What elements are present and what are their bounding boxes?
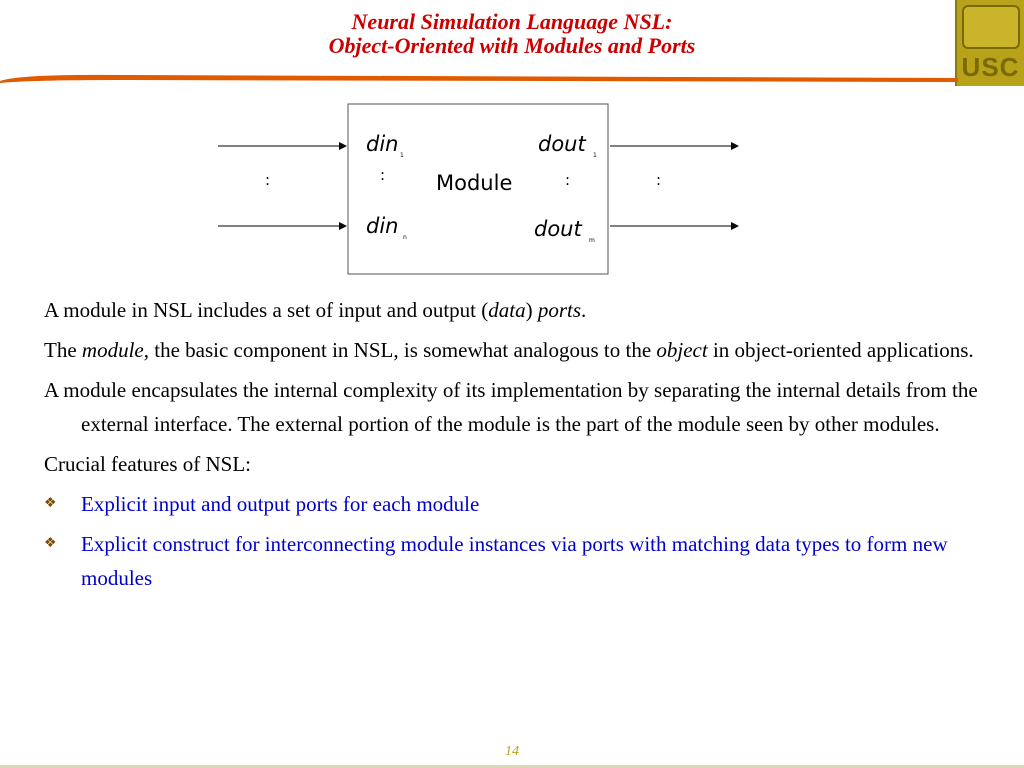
dout-top-subscript: 1 <box>593 152 597 159</box>
din-top-subscript: 1 <box>400 152 404 159</box>
diamond-bullet-icon: ❖ <box>44 536 57 551</box>
paragraph-ports: A module in NSL includes a set of input and output (data) ports. <box>44 298 587 322</box>
slide-title <box>0 10 1024 58</box>
ellipsis-inner-right: : <box>565 171 571 189</box>
page-number: 14 <box>505 744 519 759</box>
usc-logo <box>955 0 1024 86</box>
bullet-item-interconnect: ❖ Explicit construct for interconnecting module instances via ports with matching data types to form new modules <box>44 527 1019 595</box>
dout-bottom-subscript: m <box>589 237 595 244</box>
slide-title-line-2: Object-Oriented with Modules and Ports <box>328 33 696 58</box>
module-label: Module <box>436 171 513 195</box>
logo-text: USC <box>961 52 1020 82</box>
din-top-label: din <box>366 132 399 156</box>
dout-bottom-label: dout <box>534 217 582 241</box>
paragraph-module: The module, the basic component in NSL, is somewhat analogous to the object in object-oriented applications. <box>44 338 974 362</box>
slide-body <box>44 293 1019 601</box>
header-rule <box>0 72 960 86</box>
emblem-icon <box>962 5 1020 49</box>
paragraph-features: Crucial features of NSL: <box>44 452 252 476</box>
din-bottom-label: din <box>366 214 399 238</box>
ellipsis-inner-left: : <box>380 166 386 184</box>
din-bottom-subscript: n <box>403 234 407 241</box>
ellipsis-left: : <box>265 171 271 189</box>
module-diagram <box>0 90 1024 290</box>
paragraph-encapsulation: A module encapsulates the internal complexity of its implementation by separating the internal details from the external interface. The external portion of the module is the part of the module seen by other modules. <box>44 378 978 436</box>
ellipsis-right: : <box>656 171 662 189</box>
slide-title-line-1: Neural Simulation Language NSL: <box>351 9 673 34</box>
dout-top-label: dout <box>538 132 586 156</box>
bullet-item-ports: ❖ Explicit input and output ports for each module <box>44 487 1019 521</box>
diamond-bullet-icon: ❖ <box>44 496 57 511</box>
